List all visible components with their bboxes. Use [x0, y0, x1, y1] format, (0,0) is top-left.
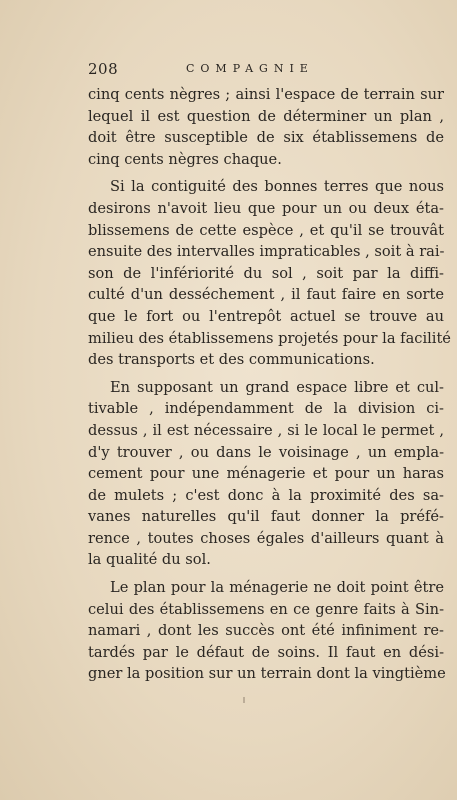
page-number: 208	[88, 60, 119, 78]
text-line: d'y trouver , ou dans le voisinage , un empla-	[88, 443, 444, 461]
paragraph	[88, 577, 444, 685]
page-header	[88, 60, 418, 84]
text-line: des transports et des communications.	[88, 351, 375, 369]
text-line: gner la position sur un terrain dont la vingtième	[88, 665, 446, 683]
text-line: blissemens de cette espèce , et qu'il se trouvât	[88, 221, 444, 239]
text-line: cement pour une ménagerie et pour un haras	[88, 465, 444, 483]
text-line: cinq cents nègres ; ainsi l'espace de terrain sur	[88, 86, 444, 103]
paragraph	[88, 377, 444, 571]
text-line: rence , toutes choses égales d'ailleurs quant à	[88, 529, 444, 547]
text-line: En supposant un grand espace libre et cul-	[110, 378, 444, 396]
text-line: ensuite des intervalles impraticables , soit à rai-	[88, 243, 445, 261]
text-line: celui des établissemens en ce genre faits à Sin-	[88, 600, 444, 618]
text-line: Le plan pour la ménagerie ne doit point être	[110, 579, 444, 597]
page-blemish	[243, 697, 245, 703]
text-line: doit être susceptible de six établissemens de	[88, 129, 444, 147]
text-line: lequel il est question de déterminer un plan ,	[88, 107, 444, 125]
text-line: culté d'un desséchement , il faut faire en sorte	[88, 286, 444, 304]
text-line: que le fort ou l'entrepôt actuel se trouve au	[88, 307, 444, 325]
text-line: milieu des établissemens projetés pour la facilité	[88, 329, 451, 347]
text-line: son de l'infériorité du sol , soit par la diffi-	[88, 264, 444, 282]
text-line: tivable , indépendamment de la division ci-	[88, 400, 444, 418]
text-line: tardés par le défaut de soins. Il faut en dési-	[88, 643, 444, 661]
text-line: dessus , il est nécessaire , si le local le permet ,	[88, 421, 444, 439]
paragraph	[88, 84, 444, 170]
body-text	[88, 84, 451, 685]
text-line: Si la contiguité des bonnes terres que nous	[110, 178, 444, 196]
text-line: de mulets ; c'est donc à la proximité des sa-	[88, 486, 444, 504]
paragraph	[88, 176, 451, 370]
text-line: vanes naturelles qu'il faut donner la préfé-	[88, 508, 444, 526]
text-line: la qualité du sol.	[88, 551, 211, 569]
text-line: desirons n'avoit lieu que pour un ou deux éta-	[88, 199, 444, 217]
text-line: namari , dont les succès ont été infiniment re-	[88, 622, 444, 640]
text-line: cinq cents nègres chaque.	[88, 150, 282, 168]
running-head: COMPAGNIE	[186, 62, 314, 75]
